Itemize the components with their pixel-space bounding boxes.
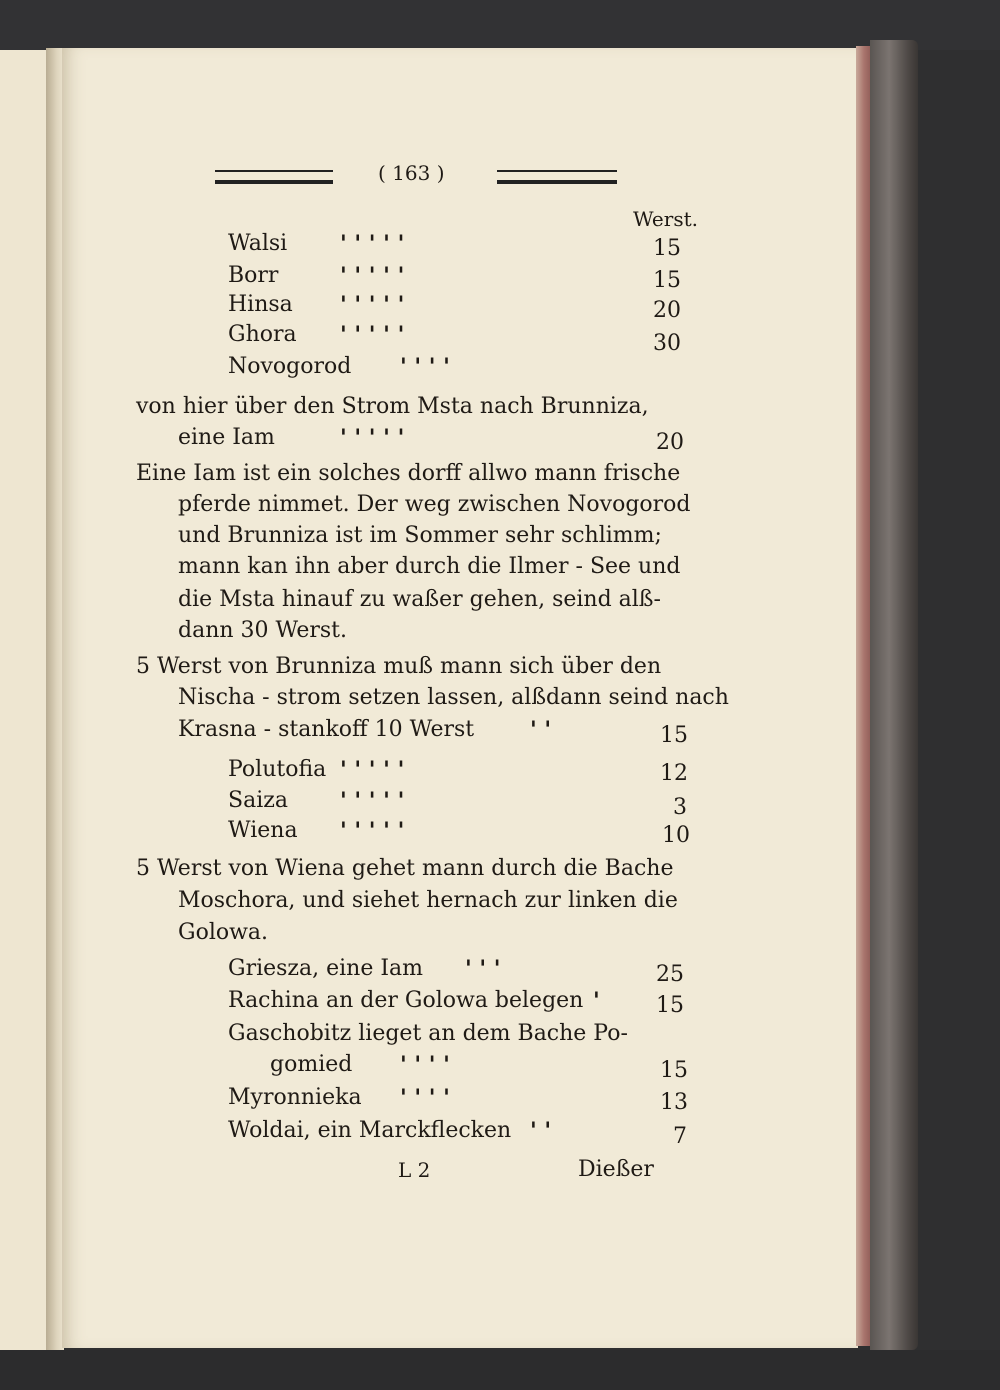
distance-value: 30 bbox=[653, 331, 681, 356]
dot-leader: ꞌ ꞌ ꞌ ꞌ ꞌ bbox=[340, 292, 405, 318]
dot-leader: ꞌ ꞌ ꞌ ꞌ ꞌ bbox=[340, 322, 405, 348]
unit-label: Werst. bbox=[633, 207, 698, 231]
backdrop-bottom bbox=[0, 1350, 1000, 1390]
place-walsi: Walsi bbox=[228, 231, 288, 256]
distance-value: 15 bbox=[660, 723, 688, 748]
distance-value: 25 bbox=[656, 962, 684, 987]
dot-leader: ꞌ ꞌ ꞌ ꞌ ꞌ bbox=[340, 818, 405, 844]
distance-value: 20 bbox=[656, 430, 684, 455]
distance-value: 20 bbox=[653, 298, 681, 323]
distance-value: 7 bbox=[673, 1124, 687, 1149]
dot-leader: ꞌ ꞌ ꞌ ꞌ bbox=[400, 354, 450, 380]
place-wiena: Wiena bbox=[228, 818, 298, 843]
signature-mark: L 2 bbox=[398, 1158, 431, 1182]
header-rule-left bbox=[215, 170, 333, 184]
place-saiza: Saiza bbox=[228, 788, 288, 813]
backdrop bbox=[0, 0, 1000, 50]
distance-value: 15 bbox=[653, 236, 681, 261]
text-line: Golowa. bbox=[178, 920, 269, 945]
text-line: Krasna - stankoff 10 Werst bbox=[178, 717, 475, 742]
dot-leader: ꞌ ꞌ ꞌ bbox=[465, 956, 501, 982]
dot-leader: ꞌ ꞌ bbox=[530, 717, 552, 743]
distance-value: 12 bbox=[660, 761, 688, 786]
place-myronnieka: Myronnieka bbox=[228, 1085, 362, 1110]
text-line: Nischa - strom setzen lassen, alßdann seind nach bbox=[178, 685, 729, 710]
distance-value: 3 bbox=[673, 795, 687, 820]
dot-leader: ꞌ ꞌ ꞌ ꞌ ꞌ bbox=[340, 425, 405, 451]
text-line: die Msta hinauf zu waßer gehen, seind alß- bbox=[178, 587, 661, 612]
text-line: dann 30 Werst. bbox=[178, 618, 347, 643]
place-ghora: Ghora bbox=[228, 322, 297, 347]
text-line: Moschora, und siehet hernach zur linken die bbox=[178, 888, 678, 913]
page-number: ( 163 ) bbox=[378, 161, 445, 185]
dot-leader: ꞌ ꞌ bbox=[530, 1118, 552, 1144]
dot-leader: ꞌ ꞌ ꞌ ꞌ ꞌ bbox=[340, 263, 405, 289]
distance-value: 15 bbox=[653, 268, 681, 293]
text-line: von hier über den Strom Msta nach Brunniza, bbox=[136, 394, 649, 419]
distance-value: 15 bbox=[660, 1058, 688, 1083]
place-woldai: Woldai, ein Marckflecken bbox=[228, 1118, 512, 1143]
text-line: Eine Iam ist ein solches dorff allwo mann frische bbox=[136, 461, 681, 486]
text-line: mann kan ihn aber durch die Ilmer - See und bbox=[178, 554, 681, 579]
text-line: 5 Werst von Wiena gehet mann durch die Bache bbox=[136, 856, 674, 881]
text-line: eine Iam bbox=[178, 425, 275, 450]
dot-leader: ꞌ ꞌ ꞌ ꞌ bbox=[400, 1085, 450, 1111]
place-griesza: Griesza, eine Iam bbox=[228, 956, 424, 981]
dot-leader: ꞌ ꞌ ꞌ ꞌ bbox=[400, 1052, 450, 1078]
dot-leader: ꞌ ꞌ ꞌ ꞌ ꞌ bbox=[340, 231, 405, 257]
place-hinsa: Hinsa bbox=[228, 292, 293, 317]
catchword: Dießer bbox=[578, 1157, 654, 1182]
dot-leader: ꞌ ꞌ ꞌ ꞌ ꞌ bbox=[340, 788, 405, 814]
place-gaschobitz: Gaschobitz lieget an dem Bache Po- bbox=[228, 1021, 628, 1046]
header-rule-right bbox=[497, 170, 617, 184]
place-novogorod: Novogorod bbox=[228, 354, 352, 379]
book-cover bbox=[870, 40, 918, 1350]
text-line: 5 Werst von Brunniza muß mann sich über den bbox=[136, 654, 662, 679]
text-line: und Brunniza ist im Sommer sehr schlimm; bbox=[178, 523, 662, 548]
place-borr: Borr bbox=[228, 263, 279, 288]
distance-value: 15 bbox=[656, 993, 684, 1018]
dot-leader: ꞌ ꞌ ꞌ ꞌ ꞌ bbox=[340, 757, 405, 783]
place-rachina: Rachina an der Golowa belegen bbox=[228, 988, 584, 1013]
distance-value: 13 bbox=[660, 1090, 688, 1115]
place-polutofia: Polutofia bbox=[228, 757, 327, 782]
place-gomied: gomied bbox=[270, 1052, 353, 1077]
dot-leader: ꞌ bbox=[593, 988, 600, 1014]
left-page-edge bbox=[0, 50, 48, 1350]
distance-value: 10 bbox=[662, 823, 690, 848]
text-line: pferde nimmet. Der weg zwischen Novogorod bbox=[178, 492, 691, 517]
